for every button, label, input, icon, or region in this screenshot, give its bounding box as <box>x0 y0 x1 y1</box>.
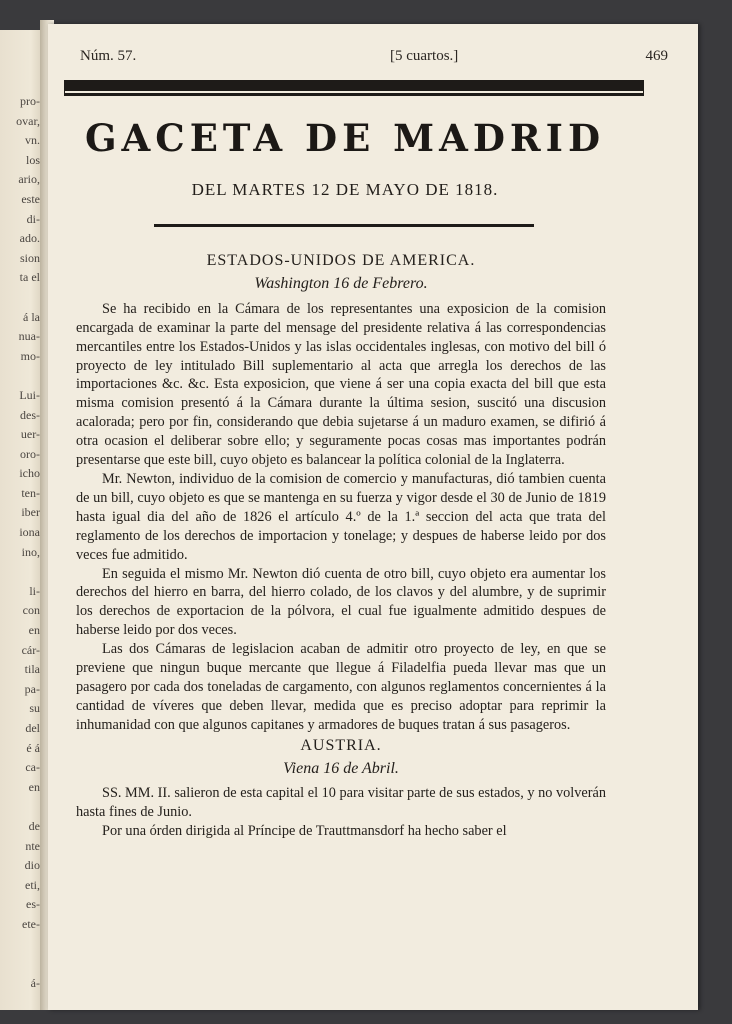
masthead-title: GACETA DE MADRID <box>84 116 606 160</box>
article-body <box>76 252 606 841</box>
newspaper-page <box>48 24 698 1010</box>
paragraph: Las dos Cámaras de legislacion acaban de admitir otro proyecto de ley, en que se previene que ningun buque mercante que llegue á Filadelfia pueda llevar mas que un pasagero por cada dos toneladas de cargamento, con algunos reglamentos concernientes á la cantidad de víveres que deben llevar, medida que es preciso adoptar para reprimir la inhumanidad con que algunos capitanes y armadores de buques tratan á sus pasageros. <box>76 641 606 733</box>
issue-date: DEL MARTES 12 DE MAYO DE 1818. <box>191 180 499 199</box>
section-dateline: Viena 16 de Abril. <box>283 759 399 777</box>
paragraph: SS. MM. II. salieron de esta capital el 10 para visitar parte de sus estados, y no volverán hasta fines de Junio. <box>76 785 606 821</box>
page-number: 469 <box>645 48 668 64</box>
section-dateline: Washington 16 de Febrero. <box>254 274 428 292</box>
left-page-text-fragments: pro- ovar, vn. los ario, este di- ado. sion ta el á la nua- mo- Lui- des- uer- oro- icho ten- iber iona ino, li- con en cár- tila pa- su del é á ca- en de nte dio eti, es- ete- á- <box>16 94 40 990</box>
paragraph: Se ha recibido en la Cámara de los representantes una exposicion de la comision encargada de examinar la parte del mensage del presidente relativa á las correspondencias mercantiles entre los Estados-Unidos y las islas occidentales inglesas, con motivo del bill ó proyecto de ley intitulado Bill suplementario al acta que arregla los derechos de las importaciones &c. &c. Esta exposicion, que viene á ser una copia exacta del bill que esta misma comision presentó á la Cámara durante la última sesion, suscitó una discusion acalorada; pero por fin, considerando que debia sujetarse á un maduro examen, se difirió á otra ocasion el deliberar sobre ello; y seguramente pocas cosas mas importantes podrán presentarse que este bill, cuyo objeto es balancear la política colonial de la Inglaterra. <box>76 300 606 469</box>
issue-price: [5 cuartos.] <box>390 48 459 64</box>
header-rule <box>64 80 644 91</box>
issue-number: Núm. 57. <box>80 48 137 64</box>
section-heading: ESTADOS-UNIDOS DE AMERICA. <box>206 252 476 269</box>
paragraph: En seguida el mismo Mr. Newton dió cuenta de otro bill, cuyo objeto era aumentar los derechos del hierro en barra, del hierro colado, de los clavos y del alumbre, y de suprimir los derechos de exportacion de la pólvora, el cual fue igualmente admitido despues de haberse leido por dos veces. <box>76 565 606 639</box>
section-heading: AUSTRIA. <box>300 736 382 754</box>
paragraph: Mr. Newton, individuo de la comision de comercio y manufacturas, dió tambien cuenta de un bill, cuyo objeto es que se mantenga en su fuerza y vigor desde el 30 de Junio de 1819 hasta igual dia del año de 1826 el artículo 4.º de la 1.ª seccion del acta que trata del reglamento de los derechos de importacion y tonelage; y despues de haberse leido por dos veces fue admitido. <box>76 470 606 563</box>
left-page-edge <box>0 30 44 1010</box>
date-rule <box>154 224 534 227</box>
paragraph: Por una órden dirigida al Príncipe de Trauttmansdorf ha hecho saber el <box>102 823 507 840</box>
